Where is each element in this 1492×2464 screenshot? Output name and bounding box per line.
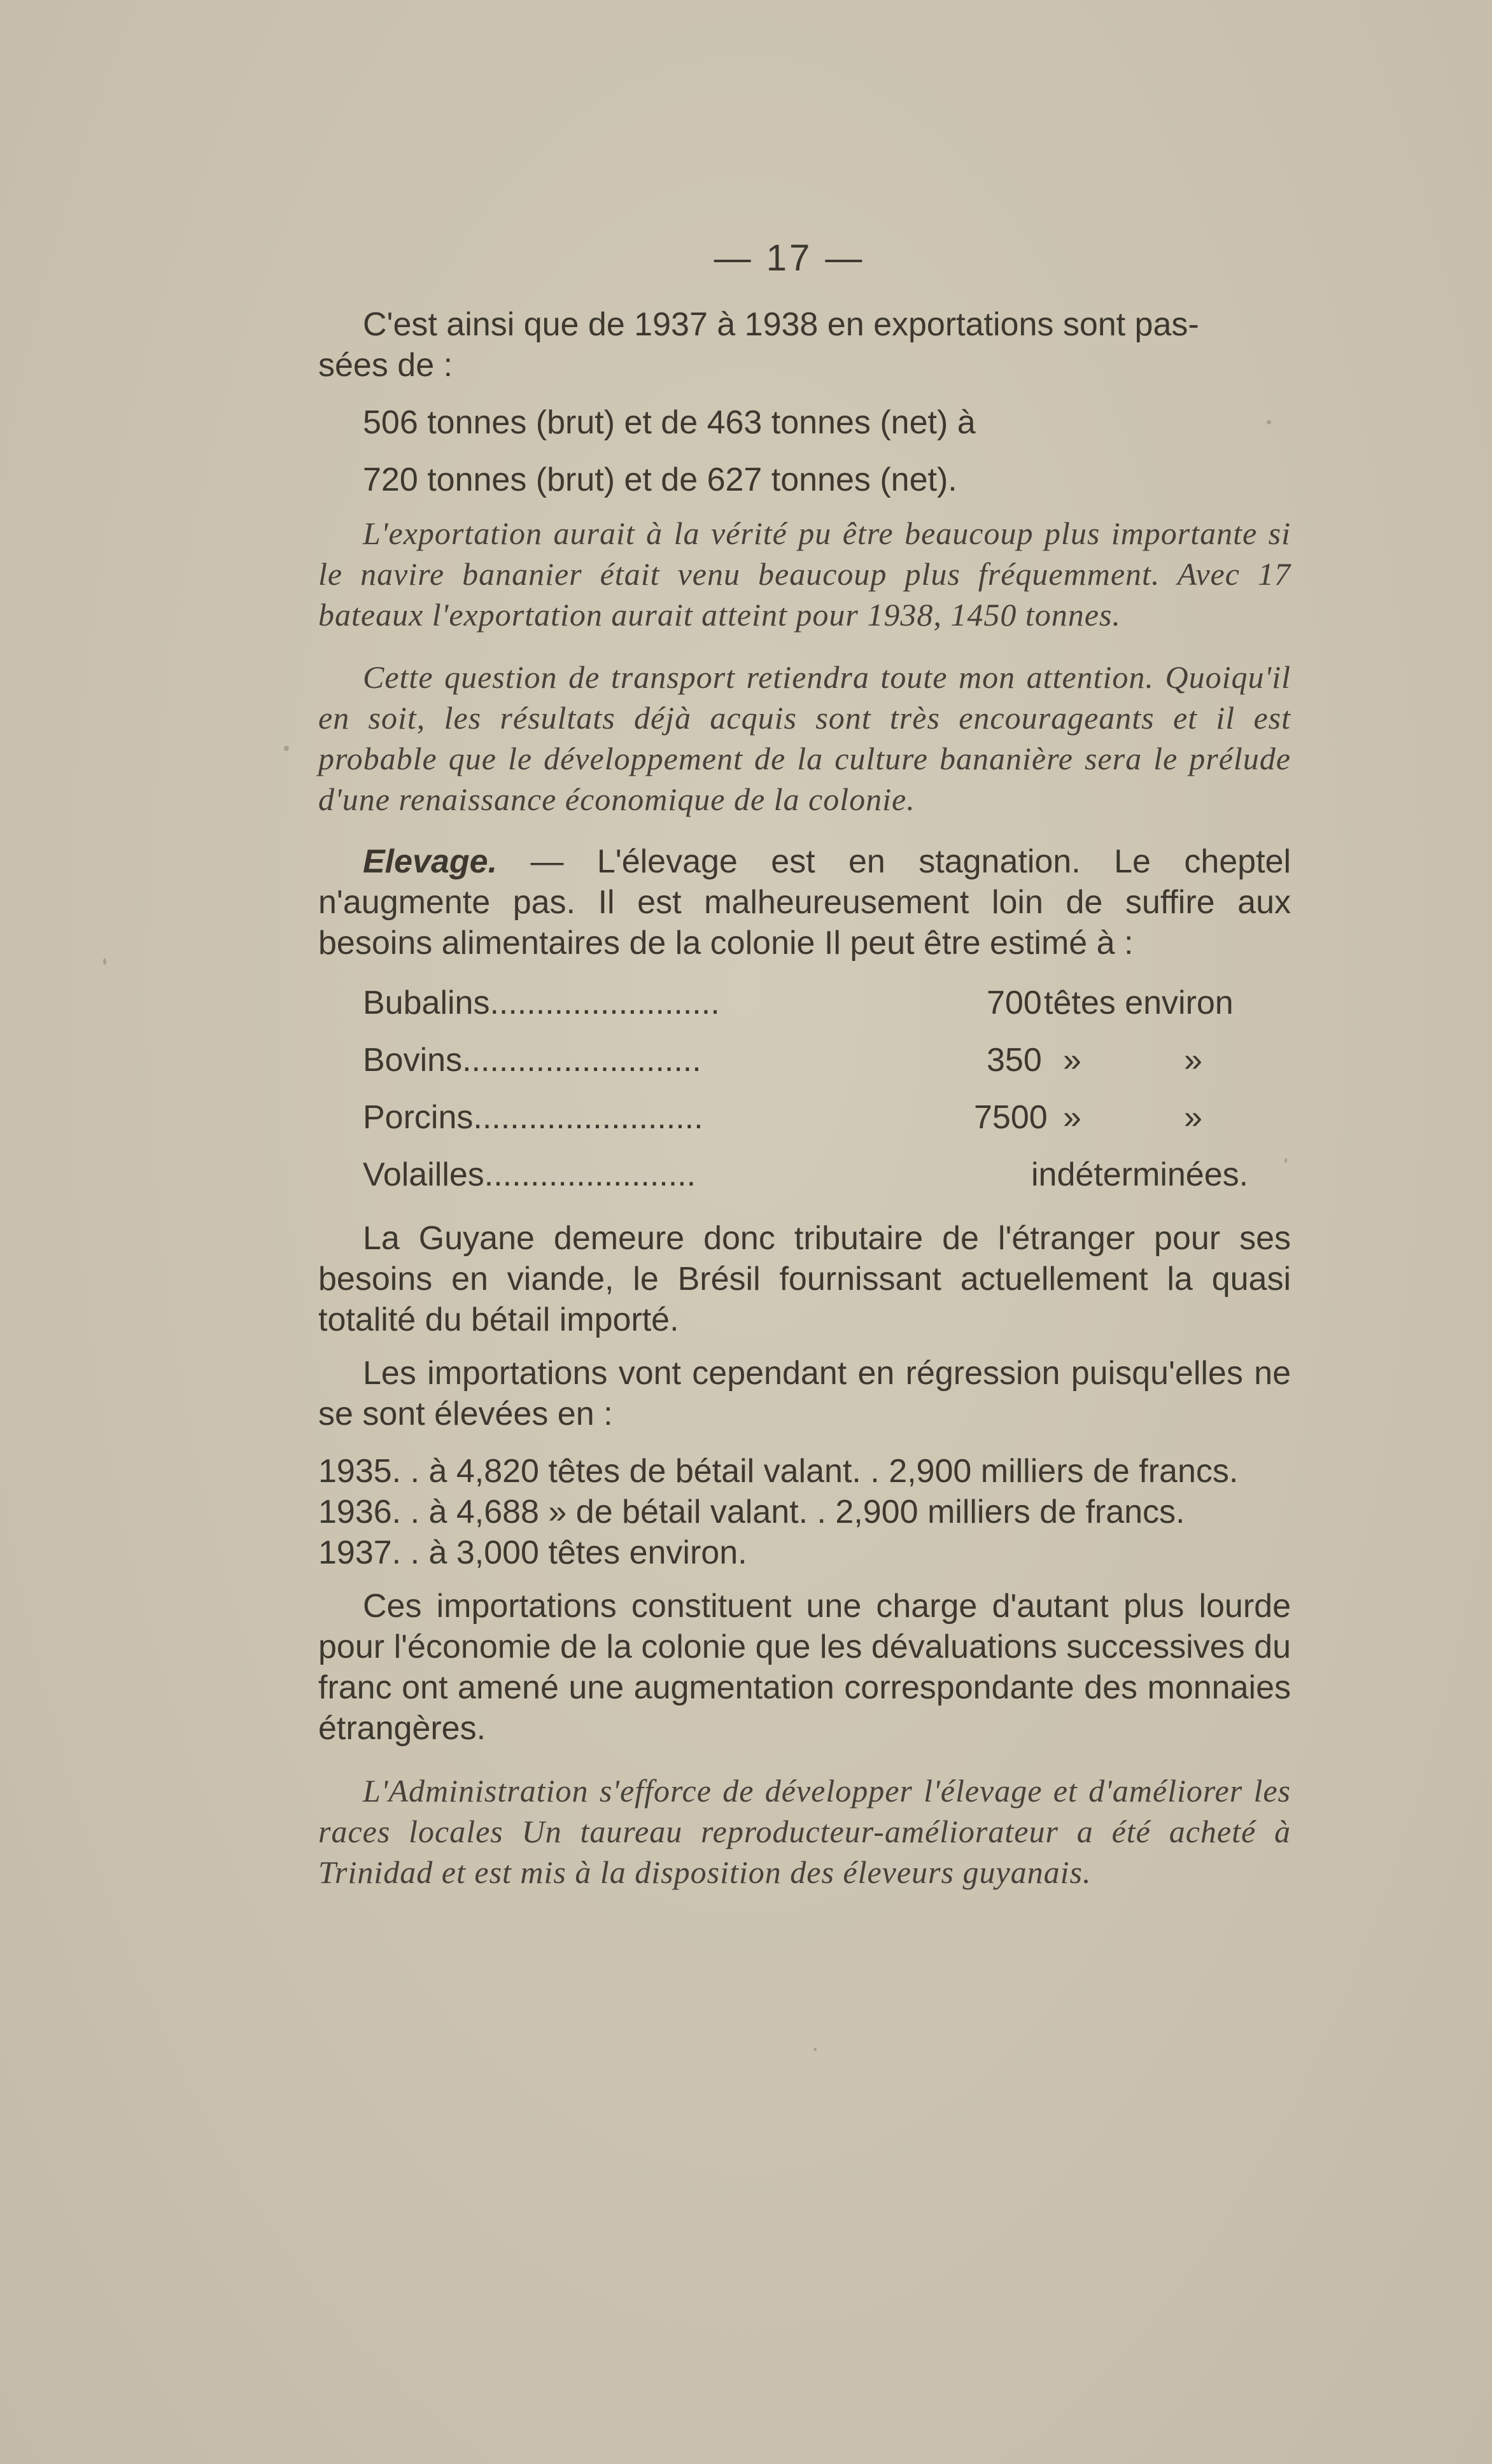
imports-row-1936: 1936. . à 4,688 » de bétail valant. . 2,900 milliers de francs. [318,1494,1185,1530]
livestock-row [363,1033,1305,1091]
livestock-unit: têtes environ [1044,984,1234,1021]
page-number: — 17 — [714,237,865,279]
paragraph-administration: L'Administration s'efforce de développer l'élevage et d'améliorer les races locales Un taureau reproducteur-améliorateur a été acheté à Trinidad et est mis à la disposition des éleveurs guyanais. [318,1773,1291,1890]
livestock-name: Volailles....................... [363,1156,696,1193]
paragraph-banana-ship: L'exportation aurait à la vérité pu être beaucoup plus importante si le navire bananier était venu beaucoup plus fréquemment. Avec 17 bateaux l'exportation aurait atteint pour 1938, 1450 tonnes. [318,515,1291,633]
section-heading-elevage: Elevage. [363,843,498,880]
ditto-mark: » [1063,1099,1081,1136]
ditto-mark: » [1063,1042,1081,1079]
exports-line-1: C'est ainsi que de 1937 à 1938 en exportations sont pas- [363,306,1199,343]
livestock-value: 700 [987,984,1042,1021]
paragraph-devaluations: Ces importations constituent une charge d'autant plus lourde pour l'économie de la colonie que les dévaluations successives du franc ont amené une augmentation correspondante des monnaies étrangères. [318,1588,1291,1747]
paper-speck [1267,420,1271,424]
livestock-name: Porcins......................... [363,1099,703,1136]
livestock-row [363,1148,1305,1205]
livestock-name: Bubalins......................... [363,984,720,1021]
imports-row-1937: 1937. . à 3,000 têtes environ. [318,1534,747,1571]
livestock-table [363,976,1305,1205]
elevage-text: — L'élevage est en stagnation. Le cheptel n'augmente pas. Il est malheureusement loin de suffire aux besoins alimentaires de la colonie Il peut être estimé à : [318,843,1291,962]
paragraph-elevage [318,841,1291,963]
document-body [318,304,1291,1905]
livestock-row [363,976,1305,1033]
paragraph-imports-intro: Les importations vont cependant en régression puisqu'elles ne se sont élevées en : [318,1355,1291,1432]
livestock-value: 350 [987,1042,1042,1079]
exports-figures-1937: 506 tonnes (brut) et de 463 tonnes (net) à [363,404,976,441]
paragraph-transport: Cette question de transport retiendra toute mon attention. Quoiqu'il en soit, les résultats déjà acquis sont très encourageants et il est probable que le développement de la culture bananière sera le prélude d'une renaissance économique de la colonie. [318,659,1291,817]
paper-speck [1284,1158,1287,1163]
paper-speck [103,958,106,965]
livestock-row [363,1091,1305,1148]
paragraph-exports [318,304,1291,500]
paper-speck [284,746,289,751]
paragraph-guyane: La Guyane demeure donc tributaire de l'étranger pour ses besoins en viande, le Brésil fournissant actuellement la quasi totalité du bétail importé. [318,1220,1291,1338]
exports-figures-1938: 720 tonnes (brut) et de 627 tonnes (net). [363,461,957,498]
livestock-value: 7500 [974,1099,1048,1136]
paper-speck [813,2048,817,2051]
imports-row-1935: 1935. . à 4,820 têtes de bétail valant. . 2,900 milliers de francs. [318,1453,1239,1490]
livestock-name: Bovins.......................... [363,1042,701,1079]
imports-list [318,1451,1291,1573]
livestock-unit: indéterminées. [1031,1156,1249,1193]
ditto-mark: » [1184,1042,1202,1079]
exports-line-2: sées de : [318,347,453,384]
ditto-mark: » [1184,1099,1202,1136]
